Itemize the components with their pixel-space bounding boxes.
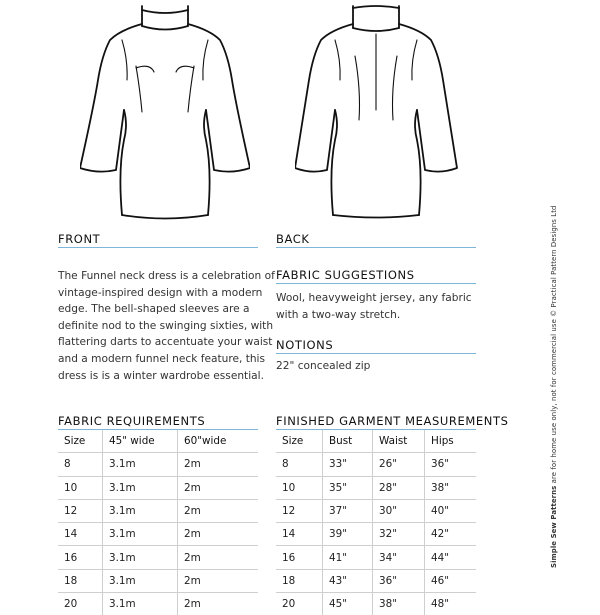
table-cell: 36" (373, 569, 425, 592)
fabric-suggestions-heading: FABRIC SUGGESTIONS (276, 268, 415, 282)
table-row (276, 523, 476, 546)
back-label-rule (276, 247, 476, 248)
table-cell: 3.1m (103, 593, 178, 615)
table-row (276, 453, 476, 476)
table-cell: 32" (373, 523, 425, 546)
notions-rule (276, 353, 476, 354)
table-cell: 3.1m (103, 546, 178, 569)
table-cell: Size (276, 430, 323, 453)
front-dress-sketch (80, 0, 250, 225)
table-cell: 2m (178, 476, 259, 499)
table-cell: Hips (425, 430, 477, 453)
table-cell: 2m (178, 546, 259, 569)
table-header-row (58, 430, 258, 453)
table-cell: 3.1m (103, 499, 178, 522)
side-copyright-note: Simple Sew Patterns are for home use only, not for commercial use © Practical Pattern Designs Ltd (550, 205, 558, 568)
back-label: BACK (276, 232, 310, 246)
table-cell: 12 (58, 499, 103, 522)
table-cell: 12 (276, 499, 323, 522)
table-row (58, 546, 258, 569)
table-cell: 18 (276, 569, 323, 592)
table-cell: 8 (276, 453, 323, 476)
table-cell: 2m (178, 523, 259, 546)
table-header-row (276, 430, 476, 453)
table-cell: 20 (276, 593, 323, 615)
fabric-suggestions-text: Wool, heavyweight jersey, any fabric with a two-way stretch. (276, 292, 472, 321)
table-cell: 26" (373, 453, 425, 476)
table-cell: 3.1m (103, 453, 178, 476)
table-cell: 30" (373, 499, 425, 522)
table-cell: 16 (58, 546, 103, 569)
table-cell: 2m (184, 598, 201, 611)
table-cell: 28" (373, 476, 425, 499)
table-row (58, 593, 258, 615)
table-cell: 44" (425, 546, 477, 569)
table-cell: 46" (425, 569, 477, 592)
table-row (276, 476, 476, 499)
table-cell: 34" (373, 546, 425, 569)
table-cell: 2m (178, 569, 259, 592)
table-row (58, 523, 258, 546)
table-cell: 45" (323, 593, 373, 615)
table-cell: 18 (58, 569, 103, 592)
table-cell: 37" (323, 499, 373, 522)
table-cell: 33" (323, 453, 373, 476)
finished-measurements-table (276, 430, 476, 615)
table-cell: 10 (276, 476, 323, 499)
table-cell: 48" (431, 598, 450, 611)
table-row (58, 453, 258, 476)
table-cell: 10 (58, 476, 103, 499)
table-cell: 40" (425, 499, 477, 522)
table-cell: 3.1m (103, 476, 178, 499)
table-cell: 38" (425, 476, 477, 499)
notions-text: 22" concealed zip (276, 360, 371, 372)
table-cell: 2m (178, 453, 259, 476)
table-cell: 41" (323, 546, 373, 569)
front-label-rule (58, 247, 258, 248)
table-cell: 3.1m (103, 569, 178, 592)
table-row (58, 569, 258, 592)
table-cell: 38" (373, 593, 425, 615)
table-cell: 3.1m (103, 523, 178, 546)
table-cell: Bust (323, 430, 373, 453)
table-cell: 20 (58, 593, 103, 615)
table-cell: 60"wide (178, 430, 259, 453)
fabric-suggestions-rule (276, 283, 476, 284)
back-dress-sketch (295, 0, 465, 225)
table-cell: 45" wide (103, 430, 178, 453)
table-row (58, 476, 258, 499)
table-row (276, 593, 476, 615)
table-cell: 14 (276, 523, 323, 546)
table-cell: 42" (425, 523, 477, 546)
table-row (276, 546, 476, 569)
table-cell: Size (58, 430, 103, 453)
front-label: FRONT (58, 232, 101, 246)
finished-measurements-heading: FINISHED GARMENT MEASUREMENTS (276, 414, 509, 428)
fabric-requirements-table (58, 430, 258, 615)
notions-heading: NOTIONS (276, 338, 334, 352)
table-cell: 43" (323, 569, 373, 592)
table-cell: 39" (323, 523, 373, 546)
table-row (276, 569, 476, 592)
table-cell: 14 (58, 523, 103, 546)
table-cell: 35" (323, 476, 373, 499)
fabric-requirements-heading: FABRIC REQUIREMENTS (58, 414, 206, 428)
description: The Funnel neck dress is a celebration of vintage-inspired design with a modern edge. The bell-shaped sleeves are a definite nod to the swinging sixties, with flattering darts to accentuate your waist and a modern funnel neck feature, this dress is is a winter wardrobe essential. (58, 270, 275, 382)
table-cell: Waist (373, 430, 425, 453)
table-row (58, 499, 258, 522)
table-cell: 16 (276, 546, 323, 569)
table-row (276, 499, 476, 522)
table-cell: 36" (425, 453, 477, 476)
table-cell: 8 (58, 453, 103, 476)
table-cell: 2m (178, 499, 259, 522)
